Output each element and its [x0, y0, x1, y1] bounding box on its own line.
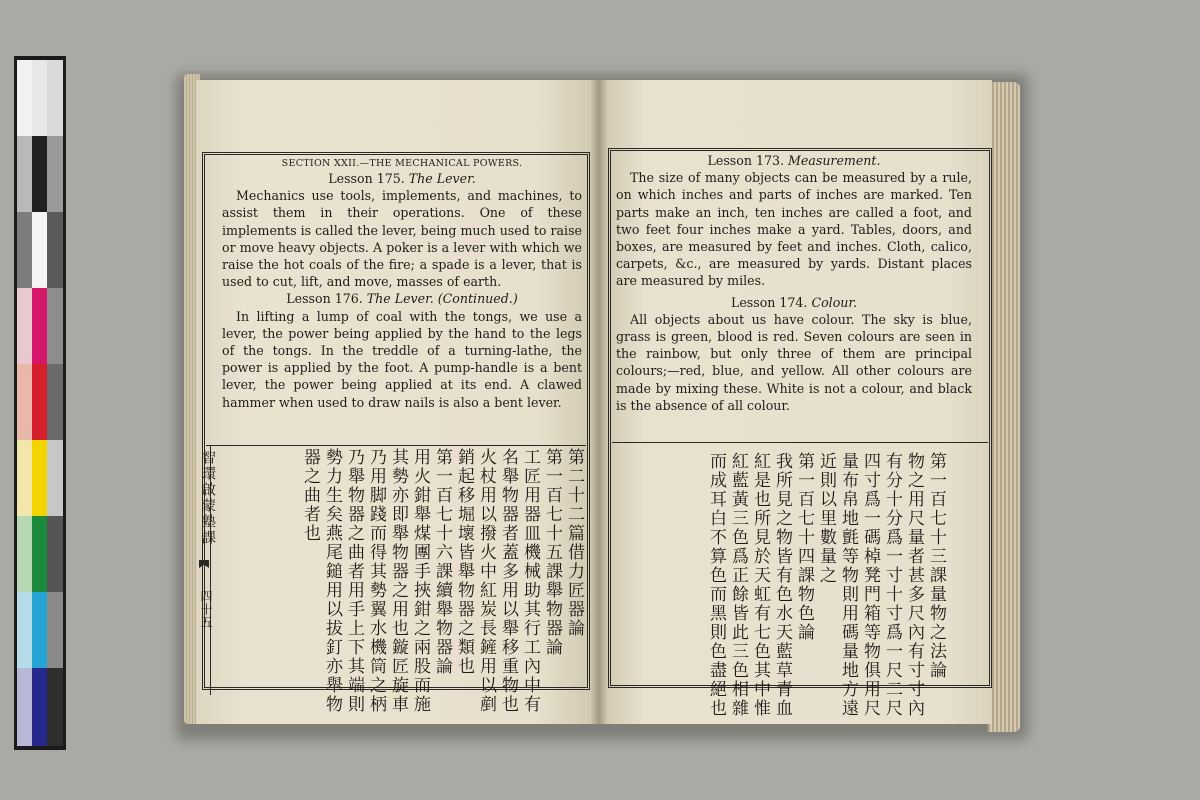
book-right-edge: [988, 82, 1020, 732]
lesson-173-heading: [616, 152, 972, 169]
jp-column: 量布帛地氈等物則用碼量地方遠: [838, 452, 858, 718]
jp-column: 第一百七十五課舉物器論: [542, 448, 562, 657]
lesson-174-subtitle: Colour.: [811, 294, 858, 310]
lesson-175-text: Mechanics use tools, implements, and machines, to assist them in their operations. One of these implements is called the lever, being much used to raise or move heavy objects. A poker is a lever with which we raise the hot coals of the fire; a spade is a lever, that is used to cut, lift, and move, masses of earth.: [222, 188, 582, 290]
jp-column: 紅是也所見於天虹有七色其中惟: [750, 452, 770, 718]
jp-column: 物之用尺量者甚多尺內有寸寸內: [904, 452, 924, 718]
margin-page-number: 四十五: [199, 590, 213, 629]
jp-column: 乃舉物器之曲者用手上下其端則: [344, 448, 364, 714]
book-gutter: [590, 80, 608, 724]
lesson-175-heading: [222, 170, 582, 187]
jp-column: 紅藍黃三色爲正餘皆此三色相雜: [728, 452, 748, 718]
jp-column: 名舉物器者蓋多用以舉移重物也: [498, 448, 518, 714]
jp-column: 火杖用以撥火中紅炭長鏟用以剷: [476, 448, 496, 714]
jp-column: 有分十分爲一寸十寸爲一尺二尺: [882, 452, 902, 718]
lesson-175-title: Lesson 175.: [328, 171, 405, 186]
margin-book-title: 智環啟蒙塾課: [200, 450, 216, 546]
lesson-175-subtitle: The Lever.: [408, 171, 476, 186]
left-page-divider: [206, 445, 586, 446]
jp-column: 器之曲者也: [300, 448, 320, 543]
jp-column: 工匠用器皿機械助其行工內中有: [520, 448, 540, 714]
lesson-174-title: Lesson 174.: [730, 294, 808, 310]
lesson-176-title: Lesson 176.: [286, 291, 363, 307]
jp-column: 近則以里數量之: [816, 452, 836, 585]
lesson-174-heading: [616, 294, 972, 311]
lesson-173-text: The size of many objects can be measured by a rule, on which inches and parts of inches are marked. Ten parts make an inch, ten inches are called a foot, and two feet four inches make a yard. Tables, doors, and boxes, are measured by feet and inches. Cloth, calico, carpets, &c., are measured by yards. Distant places are measured by miles.: [616, 170, 972, 289]
left-japanese-text: [232, 448, 584, 714]
lesson-173-title: Lesson 173.: [707, 153, 784, 168]
color-calibration-strip: [14, 56, 66, 750]
jp-column: 第二十二篇借力匠器論: [564, 448, 584, 638]
jp-column: 銷起移堀壞皆舉物器之類也: [454, 448, 474, 676]
lesson-176-subtitle: The Lever. (Continued.): [366, 291, 518, 307]
right-english-text: [616, 152, 972, 414]
jp-column: 用火鉗舉煤團手挾鉗之兩股而施: [410, 448, 430, 714]
right-japanese-text: [700, 452, 946, 718]
section-heading: SECTION XXII.—THE MECHANICAL POWERS.: [281, 158, 523, 169]
right-page-divider: [612, 442, 988, 443]
jp-column: 第一百七十三課量物之法論: [926, 452, 946, 680]
lesson-176-text: In lifting a lump of coal with the tongs, we use a lever, the power being applied by the hand to the legs of the tongs. In the treddle of a turning-lathe, the power is applied by the foot. A pump-handle is a bent lever, the power being applied at its end. A clawed hammer when used to draw nails is also a bent lever.: [222, 308, 582, 410]
jp-column: 第一百七十四課物色論: [794, 452, 814, 642]
jp-column: 勢力生矣燕尾鎚用以拔釘亦舉物: [322, 448, 342, 714]
jp-column: 我所見之物皆有色水天藍草青血: [772, 452, 792, 718]
lesson-174-text: All objects about us have colour. The sky is blue, grass is green, blood is red. Seven colours are seen in the rainbow, but only three of them are principal colours;—red, blue, and yellow. All other colours are made by mixing these. White is not a colour, and black is the absence of all colour.: [616, 311, 972, 413]
jp-column: 四寸爲一碼棹凳門箱等物俱用尺: [860, 452, 880, 718]
lesson-176-heading: [222, 290, 582, 307]
jp-column: 第一百七十六課續舉物器論: [432, 448, 452, 676]
lesson-173-subtitle: Measurement.: [788, 153, 881, 168]
jp-column: 乃用脚踐而得其勢翼水機筒之柄: [366, 448, 386, 714]
jp-column: 而成耳白不算色而黑則色盡絕也: [706, 452, 726, 718]
jp-column: 其勢亦即舉物器之用也鏇匠旋車: [388, 448, 408, 714]
left-english-text: [222, 157, 582, 411]
